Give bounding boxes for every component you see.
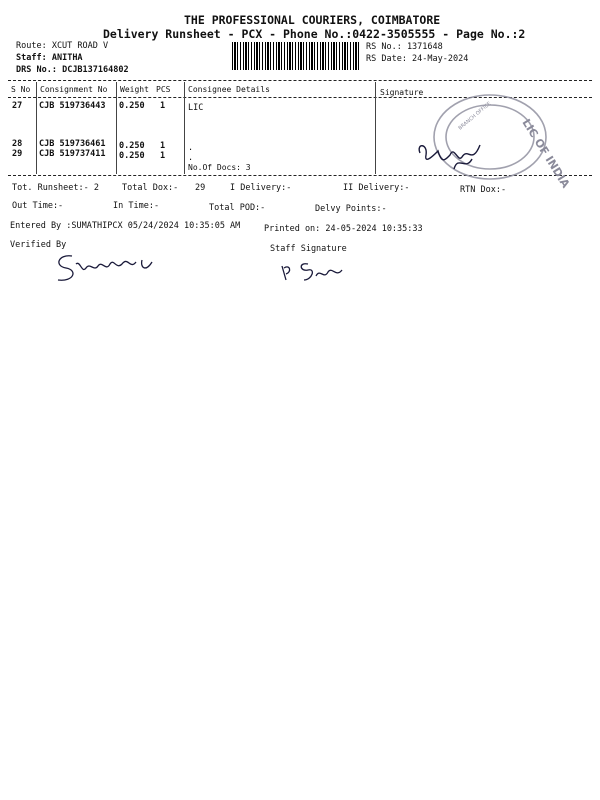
row-consignee: . <box>188 153 194 163</box>
header-consignment: Consignment No <box>40 85 108 94</box>
col-divider <box>375 82 376 174</box>
row-consignment: CJB 519736461 <box>39 139 106 149</box>
col-divider <box>36 82 37 174</box>
staff-line <box>16 53 83 63</box>
col-divider <box>116 82 117 174</box>
rs-number: RS No.: 1371648 <box>366 42 443 52</box>
runsheet-subtitle: Delivery Runsheet - PCX - Phone No.:0422-3505555 - Page No.:2 <box>103 27 526 41</box>
row-consignment: CJB 519737411 <box>39 149 106 159</box>
row-weight: 0.250 <box>119 141 145 151</box>
header-consignee: Consignee Details <box>188 85 270 94</box>
rtn-dox: RTN Dox:- <box>460 185 507 195</box>
company-title: THE PROFESSIONAL COURIERS, COIMBATORE <box>184 13 441 27</box>
row-consignee: . <box>188 143 194 153</box>
table-top-rule <box>8 80 592 81</box>
staff-label: Staff: <box>16 53 47 63</box>
row-weight: 0.250 <box>119 101 145 111</box>
header-signature: Signature <box>380 88 424 97</box>
row-pcs: 1 <box>160 101 166 111</box>
out-time: Out Time:- <box>12 201 64 211</box>
staff-signature-mark <box>278 256 358 286</box>
drs-label: DRS No.: <box>16 65 57 75</box>
in-time: In Time:- <box>113 201 160 211</box>
route-text: Route: XCUT ROAD V <box>16 41 109 51</box>
verified-signature <box>50 250 170 286</box>
row-sno: 27 <box>12 101 23 111</box>
delvy-points: Delvy Points:- <box>315 204 387 214</box>
header-weight: Weight <box>120 85 149 94</box>
printed-on: Printed on: 24-05-2024 10:35:33 <box>264 224 423 234</box>
drs-number: DCJB137164802 <box>62 65 129 75</box>
total-dox-value: 29 <box>195 183 206 193</box>
rs-date: RS Date: 24-May-2024 <box>366 54 469 64</box>
verified-by-label: Verified By <box>10 240 67 250</box>
stamp-text-inner: BRANCH OFFICE <box>457 100 493 132</box>
tot-runsheet: Tot. Runsheet:- 2 <box>12 183 99 193</box>
staff-signature-label: Staff Signature <box>270 244 347 254</box>
row-consignment: CJB 519736443 <box>39 101 106 111</box>
entered-by: Entered By :SUMATHIPCX 05/24/2024 10:35:05 AM <box>10 221 241 231</box>
row-pcs: 1 <box>160 151 166 161</box>
row-sno: 28 <box>12 139 23 149</box>
row-weight: 0.250 <box>119 151 145 161</box>
stamp-text-top: LIC OF INDIA <box>519 116 573 191</box>
i-delivery: I Delivery:- <box>230 183 292 193</box>
total-dox-label: Total Dox:- <box>122 183 179 193</box>
row-consignee: LIC <box>188 103 204 113</box>
ii-delivery: II Delivery:- <box>343 183 410 193</box>
header-sno: S No <box>11 85 31 94</box>
row-sno: 29 <box>12 149 23 159</box>
col-divider <box>184 82 185 174</box>
no-of-docs: No.Of Docs: 3 <box>188 163 251 172</box>
drs-line <box>16 65 129 75</box>
header-pcs: PCS <box>156 85 171 94</box>
consignee-signature <box>414 125 494 185</box>
row-pcs: 1 <box>160 141 166 151</box>
barcode-image <box>232 42 360 70</box>
total-pod: Total POD:- <box>209 203 266 213</box>
staff-name: ANITHA <box>51 53 83 63</box>
